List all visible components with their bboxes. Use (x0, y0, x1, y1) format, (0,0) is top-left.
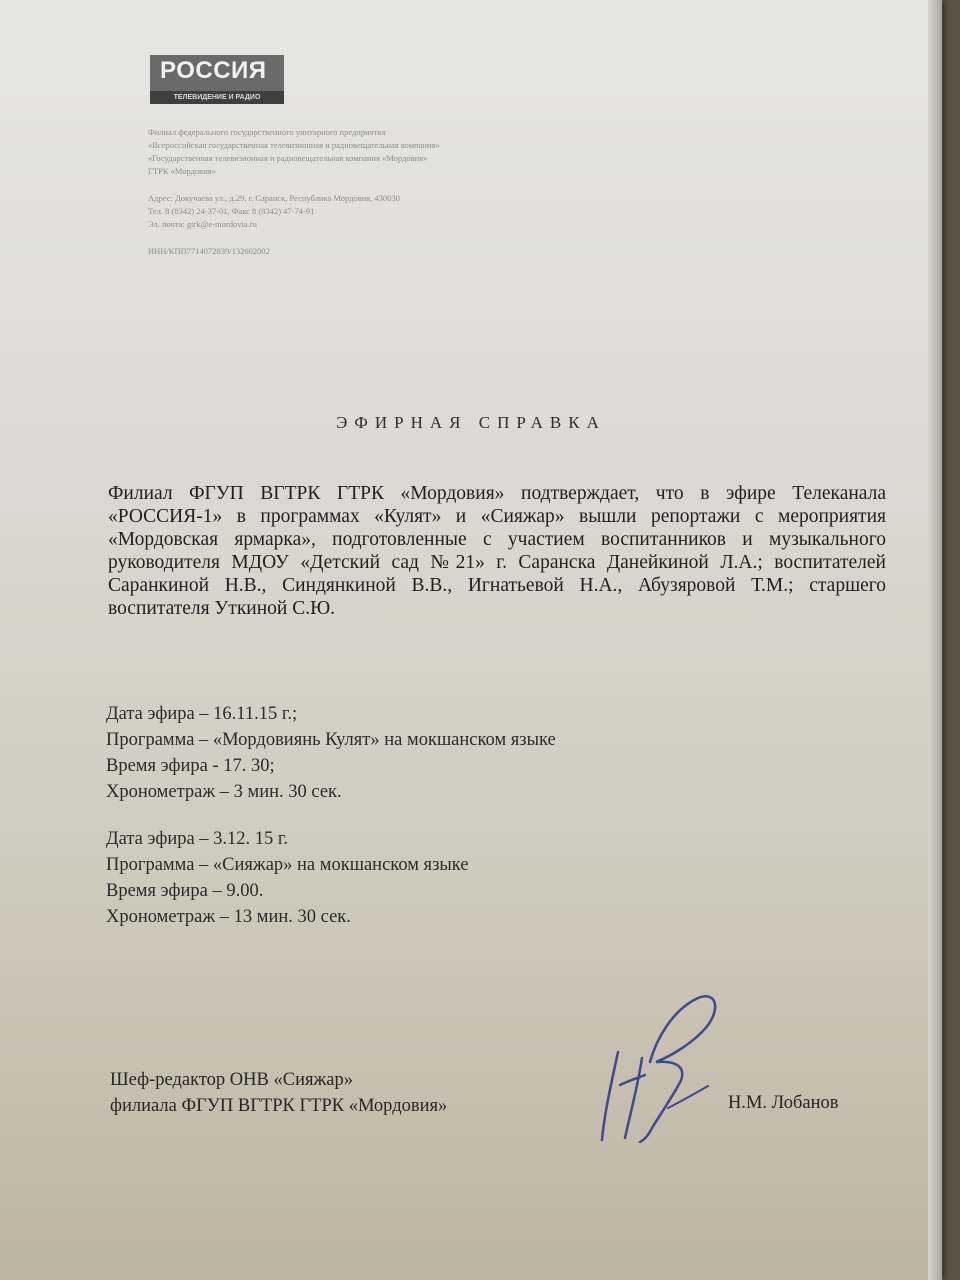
phone-line: Тел. 8 (8342) 24-37-01, Факс 8 (8342) 47-74-91 (148, 206, 315, 216)
handwritten-signature (590, 990, 740, 1150)
page-edge (928, 0, 942, 1280)
address-line: Адрес: Докучаева ул., д.29, г. Саранск, Республика Мордовия, 430030 (148, 193, 400, 203)
org-line: «Всероссийская государственная телевизионная и радиовещательная компания» (148, 140, 440, 150)
logo-sub-text: ТЕЛЕВИДЕНИЕ И РАДИО (150, 91, 284, 104)
broadcast-program: Программа – «Сияжар» на мокшанском языке (106, 855, 469, 875)
broadcast-entry (106, 826, 469, 930)
org-line: «Государственная телевизионная и радиовещательная компания «Мордовия» (148, 153, 428, 163)
broadcast-date: Дата эфира – 3.12. 15 г. (106, 829, 289, 849)
broadcast-duration: Хронометраж – 3 мин. 30 сек. (106, 782, 342, 802)
signatory-position (110, 1067, 447, 1119)
signatory-name: Н.М. Лобанов (728, 1093, 839, 1113)
document-title: ЭФИРНАЯ СПРАВКА (336, 413, 606, 432)
position-line: филиала ФГУП ВГТРК ГТРК «Мордовия» (110, 1096, 448, 1116)
org-line: Филиал федерального государственного унитарного предприятия (148, 127, 386, 137)
org-line: ГТРК «Мордовия» (148, 166, 216, 176)
inn-line: ИНН/КПП7714072839/132602002 (148, 246, 270, 256)
russia-logo (150, 55, 284, 104)
broadcast-program: Программа – «Мордовиянь Кулят» на мокшанском языке (106, 730, 556, 750)
broadcast-date: Дата эфира – 16.11.15 г.; (106, 704, 298, 724)
position-line: Шеф-редактор ОНВ «Сияжар» (110, 1070, 353, 1090)
broadcast-duration: Хронометраж – 13 мин. 30 сек. (106, 907, 351, 927)
letterhead-details (148, 126, 578, 258)
email-line: Эл. почта: gtrk@e-mordovia.ru (148, 219, 257, 229)
broadcast-time: Время эфира – 9.00. (106, 881, 264, 901)
logo-main-text: РОССИЯ (160, 57, 267, 84)
body-paragraph: Филиал ФГУП ВГТРК ГТРК «Мордовия» подтверждает, что в эфире Телеканала «РОССИЯ-1» в программах «Кулят» и «Сияжар» вышли репортажи с мероприятия «Мордовская ярмарка», подготовленные с участием воспитанников и музыкального руководителя МДОУ «Детский сад №21» г. Саранска Данейкиной Л.А.; воспитателей Саранкиной Н.В., Синдянкиной В.В., Игнатьевой Н.А., Абузяровой Т.М.; старшего воспитателя Уткиной С.Ю. (108, 483, 886, 619)
broadcast-time: Время эфира - 17. 30; (106, 756, 275, 776)
broadcast-entry (106, 701, 556, 805)
